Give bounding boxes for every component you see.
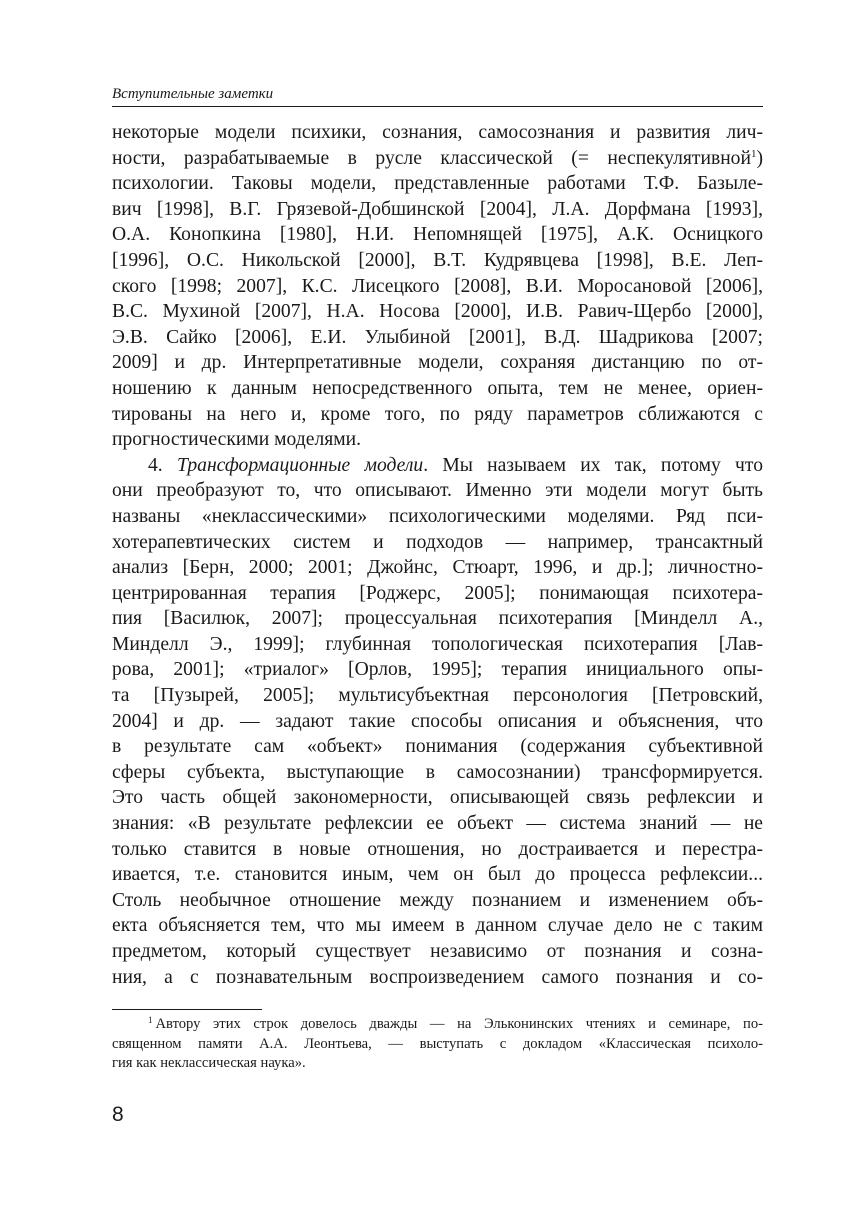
text-line: О.А. Конопкина [1980], Н.И. Непомнящей [1975], А.К. Осницкого (112, 224, 763, 246)
footnote-line: священном памяти А.А. Леонтьева, — выступать с докладом «Классическая психоло- (112, 1035, 763, 1052)
text-line: Э.В. Сайко [2006], Е.И. Улыбиной [2001], В.Д. Шадрикова [2007; (112, 326, 763, 348)
text-line: центрированная терапия [Роджерс, 2005]; понимающая психотера- (112, 582, 763, 604)
text-line: 2004] и др. — задают такие способы описания и объяснения, что (112, 710, 763, 732)
text-line: названы «неклассическими» психологическими моделями. Ряд пси- (112, 505, 763, 527)
footnote (112, 1015, 763, 1074)
text-line: в результате сам «объект» понимания (содержания субъективной (112, 736, 763, 758)
page-number: 8 (112, 1103, 124, 1126)
text-line: психологии. Таковы модели, представленные работами Т.Ф. Базыле- (112, 173, 763, 195)
closing-paren: ) (756, 147, 763, 169)
text-line: 2009] и др. Интерпретативные модели, сохраняя дистанцию по от- (112, 352, 763, 374)
footnote-line-content: Автору этих строк довелось дважды — на Эльконинских чтениях и семинаре, по- (155, 1016, 763, 1032)
footnote-divider (112, 1009, 262, 1010)
text-line: предметом, который существует независимо от познания и созна- (112, 941, 763, 962)
text-line: сферы субъекта, выступающие в самосознании) трансформируется. (112, 761, 763, 783)
running-head: Вступительные заметки (112, 86, 274, 102)
text-line: та [Пузырей, 2005]; мультисубъектная персонология [Петровский, (112, 685, 763, 707)
footnote-marker: 1 (148, 1015, 153, 1025)
text-line: ношению к данным непосредственного опыта, тем не менее, ориен- (112, 377, 763, 399)
list-number: 4. (148, 454, 163, 476)
text-line-content: ности, разрабатываемые в русле классической (= неспекулятивной (112, 147, 751, 169)
text-line: Это часть общей закономерности, описывающей связь рефлексии и (112, 787, 763, 809)
text-line: рова, 2001]; «триалог» [Орлов, 1995]; терапия инициального опы- (112, 659, 763, 681)
text-line-content: . Мы называем их так, потому что (423, 454, 763, 476)
text-line: ского [1998; 2007], К.С. Лисецкого [2008], В.И. Моросановой [2006], (112, 275, 763, 297)
text-line: В.С. Мухиной [2007], Н.А. Носова [2000], И.В. Равич-Щербо [2000], (112, 301, 763, 323)
text-line: ивается, т.е. становится иным, чем он был до процесса рефлексии... (112, 864, 763, 886)
footnote-line: гия как неклассическая наука». (112, 1055, 306, 1072)
text-line: Столь необычное отношение между познанием и изменением объ- (112, 889, 763, 911)
header-divider (112, 106, 763, 107)
term-emphasis: Трансформационные модели (176, 454, 424, 476)
text-line: прогностическими моделями. (112, 429, 362, 451)
text-line: пия [Василюк, 2007]; процессуальная психотерапия [Минделл А., (112, 608, 763, 630)
body-text (112, 120, 763, 990)
text-line: екта объясняется тем, что мы имеем в данном случае дело не с таким (112, 915, 763, 937)
footnote-line (112, 1015, 763, 1035)
footnote-ref: 1 (750, 147, 757, 160)
text-line: ния, а с познавательным воспроизведением самого познания и со- (112, 966, 763, 988)
text-line: хотерапевтических систем и подходов — например, трансактный (112, 531, 763, 553)
text-line: некоторые модели психики, сознания, самосознания и развития лич- (112, 122, 763, 143)
text-line: вич [1998], В.Г. Грязевой-Добшинской [2004], Л.А. Дорфмана [1993], (112, 198, 763, 220)
text-line: Минделл Э., 1999]; глубинная топологическая психотерапия [Лав- (112, 633, 763, 655)
text-line: только ставится в новые отношения, но достраивается и перестра- (112, 838, 763, 860)
text-line (112, 146, 763, 172)
text-line: они преобразуют то, что описывают. Именно эти модели могут быть (112, 480, 763, 502)
text-line: знания: «В результате рефлексии ее объект — система знаний — не (112, 813, 763, 835)
text-line: [1996], О.С. Никольской [2000], В.Т. Кудрявцева [1998], В.Е. Леп- (112, 249, 763, 271)
text-line: анализ [Берн, 2000; 2001; Джойнс, Стюарт, 1996, и др.]; личностно- (112, 557, 763, 579)
text-line: тированы на него и, кроме того, по ряду параметров сближаются с (112, 403, 763, 425)
text-line (112, 453, 763, 479)
